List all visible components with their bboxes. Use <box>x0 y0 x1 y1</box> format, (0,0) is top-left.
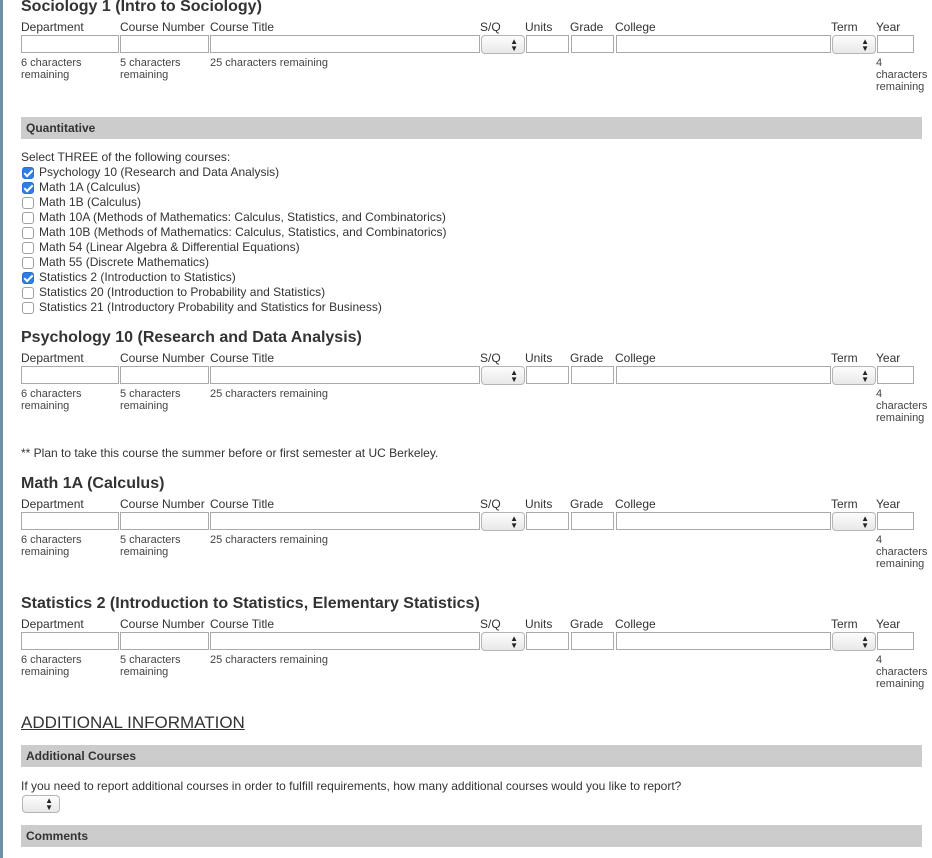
header-term: Term <box>831 20 858 34</box>
grade-input[interactable] <box>571 512 614 530</box>
course-title-input[interactable] <box>210 366 480 384</box>
quantitative-option <box>21 240 447 255</box>
year-remaining-line2: characters <box>876 400 928 412</box>
sq-select[interactable] <box>481 512 525 531</box>
term-select[interactable] <box>832 35 876 54</box>
course-block-statistics-2 <box>21 592 928 696</box>
updown-arrows-icon: ▲ ▼ <box>861 37 869 53</box>
year-remaining-line3: remaining <box>876 412 925 424</box>
updown-arrows-icon: ▲ ▼ <box>861 634 869 650</box>
course-title-remaining: 25 characters remaining <box>210 654 329 666</box>
additional-information-heading: ADDITIONAL INFORMATION <box>21 713 245 732</box>
units-input[interactable] <box>526 632 569 650</box>
header-year: Year <box>876 20 901 34</box>
course-number-remaining <box>120 654 181 678</box>
column-headers <box>21 350 922 366</box>
year-input[interactable] <box>877 35 914 53</box>
additional-courses-count-select[interactable] <box>22 795 60 813</box>
header-sq: S/Q <box>480 351 501 365</box>
department-input[interactable] <box>21 35 119 53</box>
quantitative-option-checkbox[interactable] <box>22 272 34 284</box>
year-remaining-line2: characters <box>876 666 928 678</box>
course-number-input[interactable] <box>120 632 209 650</box>
header-units: Units <box>525 617 553 631</box>
header-year: Year <box>876 617 901 631</box>
quantitative-option-checkbox[interactable] <box>22 287 34 299</box>
quantitative-option <box>21 165 447 180</box>
quantitative-option-label: Math 1A (Calculus) <box>39 180 141 194</box>
department-remaining <box>21 534 82 558</box>
year-remaining-line3: remaining <box>876 81 925 93</box>
units-input[interactable] <box>526 512 569 530</box>
year-input[interactable] <box>877 632 914 650</box>
course-title-remaining: 25 characters remaining <box>210 388 329 400</box>
year-remaining-line3: remaining <box>876 678 925 690</box>
header-course-number: Course Number <box>120 497 205 511</box>
course-title: Sociology 1 (Intro to Sociology) <box>21 0 262 15</box>
updown-arrows-icon: ▲ ▼ <box>861 368 869 384</box>
header-units: Units <box>525 351 553 365</box>
header-units: Units <box>525 497 553 511</box>
course-block-math-1a <box>21 472 928 576</box>
course-title-input[interactable] <box>210 512 480 530</box>
quantitative-option-checkbox[interactable] <box>22 212 34 224</box>
year-remaining-line1: 4 <box>876 654 883 666</box>
remaining-counters <box>21 652 928 696</box>
course-number-remaining <box>120 57 181 81</box>
header-college: College <box>615 351 656 365</box>
input-row <box>21 35 922 55</box>
quantitative-option-checkbox[interactable] <box>22 227 34 239</box>
header-course-title: Course Title <box>210 351 275 365</box>
college-input[interactable] <box>616 512 831 530</box>
header-department: Department <box>21 20 84 34</box>
column-headers <box>21 496 922 512</box>
department-remaining-line2: remaining <box>21 400 70 412</box>
course-number-input[interactable] <box>120 35 209 53</box>
header-sq: S/Q <box>480 497 501 511</box>
course-number-remaining <box>120 534 181 558</box>
department-remaining-line1: 6 characters <box>21 388 82 400</box>
quantitative-section-bar: Quantitative <box>21 117 922 139</box>
course-number-input[interactable] <box>120 366 209 384</box>
course-title-input[interactable] <box>210 35 480 53</box>
course-fields <box>21 19 928 99</box>
course-title: Statistics 2 (Introduction to Statistics, Elementary Statistics) <box>21 595 480 612</box>
remaining-counters <box>21 532 928 576</box>
quantitative-option <box>21 195 447 210</box>
header-year: Year <box>876 351 901 365</box>
quantitative-option-checkbox[interactable] <box>22 302 34 314</box>
department-input[interactable] <box>21 366 119 384</box>
department-remaining-line2: remaining <box>21 546 70 558</box>
course-number-remaining-line1: 5 characters <box>120 388 181 400</box>
department-input[interactable] <box>21 512 119 530</box>
header-course-title: Course Title <box>210 617 275 631</box>
year-remaining-line1: 4 <box>876 534 883 546</box>
header-sq: S/Q <box>480 617 501 631</box>
quantitative-option-checkbox[interactable] <box>22 242 34 254</box>
header-grade: Grade <box>570 617 604 631</box>
year-remaining-line2: characters <box>876 69 928 81</box>
units-input[interactable] <box>526 35 569 53</box>
quantitative-option <box>21 270 447 285</box>
quantitative-option-checkbox[interactable] <box>22 182 34 194</box>
quantitative-option-label: Statistics 2 (Introduction to Statistics) <box>39 270 236 284</box>
year-remaining-line2: characters <box>876 546 928 558</box>
term-select[interactable] <box>832 632 876 651</box>
remaining-counters <box>21 55 928 99</box>
header-term: Term <box>831 351 858 365</box>
course-number-remaining-line2: remaining <box>120 546 169 558</box>
updown-arrows-icon: ▲ ▼ <box>510 37 518 53</box>
department-remaining-line1: 6 characters <box>21 57 82 69</box>
quantitative-option <box>21 255 447 270</box>
course-number-remaining <box>120 388 181 412</box>
year-remaining <box>876 654 927 690</box>
quantitative-option-label: Math 1B (Calculus) <box>39 195 142 209</box>
department-remaining-line1: 6 characters <box>21 654 82 666</box>
quantitative-option-label: Math 54 (Linear Algebra & Differential Equations) <box>39 240 300 254</box>
updown-arrows-icon: ▲ ▼ <box>510 368 518 384</box>
quantitative-option-label: Statistics 20 (Introduction to Probability and Statistics) <box>39 285 326 299</box>
header-term: Term <box>831 617 858 631</box>
column-headers <box>21 19 922 35</box>
course-title-input[interactable] <box>210 632 480 650</box>
header-college: College <box>615 617 656 631</box>
course-fields <box>21 616 928 696</box>
updown-arrows-icon: ▲ ▼ <box>861 514 869 530</box>
quantitative-option-label: Statistics 21 (Introductory Probability and Statistics for Business) <box>39 300 382 314</box>
year-input[interactable] <box>877 512 914 530</box>
header-grade: Grade <box>570 351 604 365</box>
course-number-remaining-line1: 5 characters <box>120 57 181 69</box>
course-fields <box>21 496 928 576</box>
left-edge-bar <box>0 0 3 858</box>
header-department: Department <box>21 617 84 631</box>
header-grade: Grade <box>570 20 604 34</box>
quantitative-option-label: Math 55 (Discrete Mathematics) <box>39 255 210 269</box>
header-term: Term <box>831 497 858 511</box>
updown-arrows-icon: ▲ ▼ <box>45 796 53 812</box>
course-fields <box>21 350 928 430</box>
department-remaining-line2: remaining <box>21 69 70 81</box>
additional-courses-question: If you need to report additional courses in order to fulfill requirements, how many additional courses would you like to report? <box>21 779 682 793</box>
department-remaining-line1: 6 characters <box>21 534 82 546</box>
term-select[interactable] <box>832 512 876 531</box>
updown-arrows-icon: ▲ ▼ <box>510 514 518 530</box>
quantitative-option-label: Math 10A (Methods of Mathematics: Calculus, Statistics, and Combinatorics) <box>39 210 446 224</box>
header-college: College <box>615 20 656 34</box>
term-select[interactable] <box>832 366 876 385</box>
quantitative-option-checkbox[interactable] <box>22 197 34 209</box>
course-number-remaining-line2: remaining <box>120 400 169 412</box>
course-number-remaining-line1: 5 characters <box>120 654 181 666</box>
quantitative-option-checkbox[interactable] <box>22 257 34 269</box>
header-units: Units <box>525 20 553 34</box>
year-remaining <box>876 57 927 93</box>
year-remaining-line1: 4 <box>876 57 883 69</box>
comments-section-bar: Comments <box>21 825 922 847</box>
units-input[interactable] <box>526 366 569 384</box>
grade-input[interactable] <box>571 632 614 650</box>
course-title-remaining: 25 characters remaining <box>210 534 329 546</box>
department-input[interactable] <box>21 632 119 650</box>
course-block-sociology-1 <box>21 0 928 99</box>
college-input[interactable] <box>616 35 831 53</box>
input-row <box>21 632 922 652</box>
department-remaining <box>21 57 82 81</box>
sq-select[interactable] <box>481 632 525 651</box>
course-number-remaining-line1: 5 characters <box>120 534 181 546</box>
psych-note: ** Plan to take this course the summer before or first semester at UC Berkeley. <box>21 446 439 460</box>
quantitative-option <box>21 180 447 195</box>
quantitative-option-label: Math 10B (Methods of Mathematics: Calculus, Statistics, and Combinatorics) <box>39 225 447 239</box>
header-course-number: Course Number <box>120 617 205 631</box>
college-input[interactable] <box>616 632 831 650</box>
header-course-number: Course Number <box>120 351 205 365</box>
department-remaining <box>21 388 82 412</box>
college-input[interactable] <box>616 366 831 384</box>
additional-courses-section-bar: Additional Courses <box>21 745 922 767</box>
course-title-remaining: 25 characters remaining <box>210 57 329 69</box>
grade-input[interactable] <box>571 35 614 53</box>
year-remaining-line1: 4 <box>876 388 883 400</box>
column-headers <box>21 616 922 632</box>
department-remaining <box>21 654 82 678</box>
header-department: Department <box>21 497 84 511</box>
header-grade: Grade <box>570 497 604 511</box>
quantitative-instruction: Select THREE of the following courses: <box>21 150 231 164</box>
quantitative-option <box>21 300 447 315</box>
quantitative-option-label: Psychology 10 (Research and Data Analysis) <box>39 165 280 179</box>
header-college: College <box>615 497 656 511</box>
course-block-psychology-10 <box>21 326 928 430</box>
remaining-counters <box>21 386 928 430</box>
header-sq: S/Q <box>480 20 501 34</box>
course-title: Psychology 10 (Research and Data Analysis) <box>21 329 362 346</box>
header-year: Year <box>876 497 901 511</box>
quantitative-option <box>21 285 447 300</box>
quantitative-course-list <box>21 165 447 315</box>
course-number-remaining-line2: remaining <box>120 666 169 678</box>
updown-arrows-icon: ▲ ▼ <box>510 634 518 650</box>
header-course-title: Course Title <box>210 497 275 511</box>
quantitative-option-checkbox[interactable] <box>22 167 34 179</box>
year-remaining <box>876 388 927 424</box>
input-row <box>21 512 922 532</box>
year-remaining <box>876 534 927 570</box>
year-remaining-line3: remaining <box>876 558 925 570</box>
sq-select[interactable] <box>481 35 525 54</box>
input-row <box>21 366 922 386</box>
department-remaining-line2: remaining <box>21 666 70 678</box>
quantitative-option <box>21 210 447 225</box>
header-course-number: Course Number <box>120 20 205 34</box>
year-input[interactable] <box>877 366 914 384</box>
sq-select[interactable] <box>481 366 525 385</box>
grade-input[interactable] <box>571 366 614 384</box>
course-number-input[interactable] <box>120 512 209 530</box>
header-department: Department <box>21 351 84 365</box>
course-title: Math 1A (Calculus) <box>21 475 165 492</box>
header-course-title: Course Title <box>210 20 275 34</box>
course-number-remaining-line2: remaining <box>120 69 169 81</box>
quantitative-option <box>21 225 447 240</box>
